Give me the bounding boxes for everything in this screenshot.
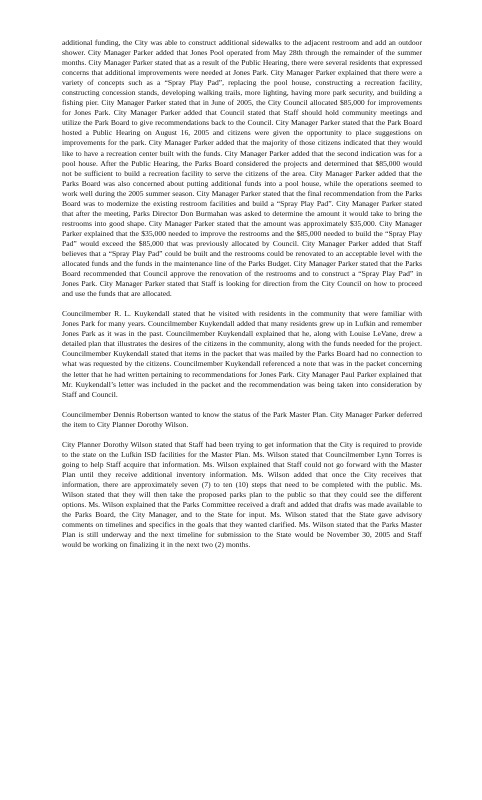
paragraph-jones-park-history: additional funding, the City was able to construct additional sidewalks to the adjacent restroom and add an outdoor shower. City Manager Parker added that Jones Pool operated from May 28th through the remainder of the summer months. City Manager Parker stated that as a result of the Public Hearing, there were several residents that expressed concerns that additional improvements were needed at Jones Park. City Manager Parker explained that there were a variety of concepts such as a “Spray Play Pad”, replacing the pool house, constructing a recreation facility, constructing concession stands, developing walking trails, more lighting, having more park security, and building a fishing pier. City Manager Parker stated that in June of 2005, the City Council allocated $85,000 for improvements for Jones Park. City Manager Parker added that Council stated that Staff should hold community meetings and utilize the Park Board to give recommendations back to the Council. City Manager Parker stated that the Park Board hosted a Public Hearing on August 16, 2005 and citizens were given the opportunity to place suggestions on improvements for the park. City Manager Parker added that the majority of those citizens indicated that they would like to have a recreation center built with the funds. City Manager Parker added that the second indication was for a pool house. After the Public Hearing, the Parks Board considered the projects and determined that $85,000 would not be sufficient to build a recreation facility to serve the citizens of the area. City Manager Parker added that the Parks Board was also concerned about putting additional funds into a pool house, while the operations seemed to work well during the 2005 summer season. City Manager Parker stated that the final recommendation from the Parks Board was to modernize the existing restroom facilities and build a “Spray Play Pad”. City Manager Parker stated that after the meeting, Parks Director Don Burmahan was asked to determine the amount it would take to bring the restrooms into good shape. City Manager Parker stated that the amount was approximately $35,000. City Manager Parker explained that the $35,000 needed to improve the restrooms and the $85,000 needed to build the “Spray Play Pad” would exceed the $85,000 that was previously allocated by Council. City Manager Parker added that Staff believes that a “Spray Play Pad” could be built and the restrooms could be renovated to an acceptable level with the allocated funds and the funds in the maintenance line of the Parks Budget. City Manager Parker stated that the Parks Board recommended that Council approve the renovation of the restrooms and to construct a “Spray Play Pad” in Jones Park. City Manager Parker stated that Staff is looking for direction from the City Council on how to proceed and use the funds that are allocated. — [62, 38, 422, 299]
paragraph-robertson-question: Councilmember Dennis Robertson wanted to know the status of the Park Master Plan. City Manager Parker deferred the item to City Planner Dorothy Wilson. — [62, 409, 422, 429]
paragraph-kuykendall-comments: Councilmember R. L. Kuykendall stated that he visited with residents in the community that were familiar with Jones Park for many years. Councilmember Kuykendall added that many residents grew up in Lufkin and remember Jones Park as it was in the past. Councilmember Kuykendall explained that he, along with Louise LeVane, drew a detailed plan that illustrates the desires of the citizens in the community, along with the funds needed for the project. Councilmember Kuykendall stated that items in the packet that was mailed by the Parks Board had no connection to what was requested by the citizens. Councilmember Kuykendall referenced a note that was in the packet concerning the letter that he had written pertaining to recommendations for Jones Park. City Manager Paul Parker explained that Mr. Kuykendall’s letter was included in the packet and the recommendation was being taken into consideration by Staff and Council. — [62, 309, 422, 399]
paragraph-wilson-master-plan: City Planner Dorothy Wilson stated that Staff had been trying to get information that the City is required to provide to the state on the Lufkin ISD facilities for the Master Plan. Ms. Wilson stated that Councilmember Lynn Torres is going to help Staff acquire that information. Ms. Wilson explained that Staff could not go forward with the Master Plan until they receive additional inventory information. Ms. Wilson added that once the City receives that information, there are approximately seven (7) to ten (10) steps that need to be completed with the public. Ms. Wilson stated that they will then take the proposed parks plan to the public so that they could see the different options. Ms. Wilson explained that the Parks Committee received a draft and added that drafts was made available to the Parks Board, the City Manager, and to the State for input. Ms. Wilson stated that the State gave advisory comments on timelines and specifics in the goals that they wanted clarified. Ms. Wilson stated that the Parks Master Plan is still underway and the next timeline for submission to the State would be November 30, 2005 and Staff would be working on finalizing it in the next two (2) months. — [62, 439, 422, 550]
